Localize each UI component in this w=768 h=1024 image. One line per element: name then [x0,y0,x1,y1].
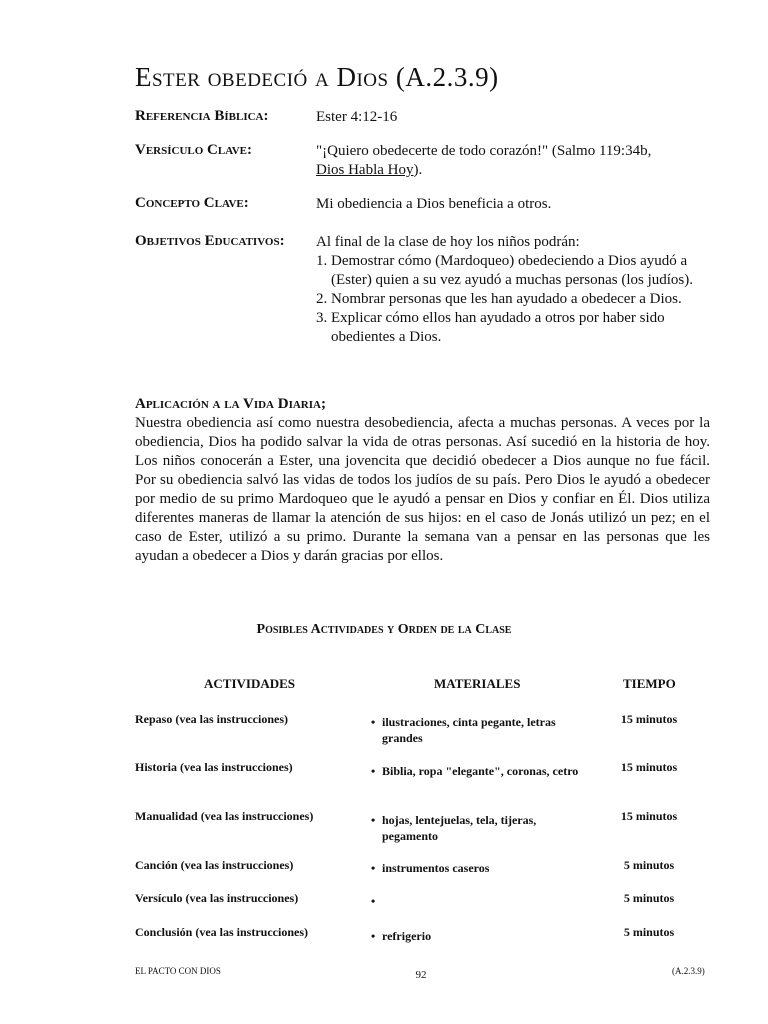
list-number: 1. [316,253,328,269]
materials-text: instrumentos caseros [382,861,490,875]
row-materials [371,860,582,876]
header-tiempo: TIEMPO [623,676,676,691]
list-item [316,309,711,347]
versiculo-label: Versículo Clave: [135,142,253,158]
versiculo-value [316,142,711,180]
row-time: 15 minutos [620,809,678,823]
row-time: 15 minutos [620,712,678,726]
row-time: 5 minutos [623,858,675,872]
list-text: Demostrar cómo (Mardoqueo) obedeciendo a Dios ayudó a (Ester) quien a su vez ayudó a muchas personas (los judíos). [331,253,693,288]
objetivos-value [316,233,711,347]
referencia-label: Referencia Bíblica: [135,108,269,124]
row-time: 15 minutos [620,760,678,774]
bullet: • [371,715,376,729]
objetivos-list [316,252,711,347]
materials-text: refrigerio [382,929,432,943]
row-materials [371,763,582,779]
concepto-value: Mi obediencia a Dios beneficia a otros. [316,196,552,212]
versiculo-end: ). [413,162,423,178]
page-number: 92 [415,969,427,981]
referencia-value: Ester 4:12-16 [316,109,398,125]
versiculo-version: Dios Habla Hoy [316,162,414,178]
objetivos-intro: Al final de la clase de hoy los niños podrán: [316,234,580,250]
row-activity: Manualidad (vea las instrucciones) [135,809,314,823]
concepto-label: Concepto Clave: [135,195,249,211]
bullet: • [371,813,376,827]
aplicacion-heading: Aplicación a la Vida Diaria; [135,396,326,412]
aplicacion-body: Nuestra obediencia así como nuestra desobediencia, afecta a muchas personas. A veces por la obediencia, Dios ha podido salvar la vida de otras personas. Así sucedió en la historia de hoy. Los niños conocerán a Ester, una jovencita que decidió obedecer a Dios aunque no fue fácil. Por su obediencia salvó las vidas de todos los judíos de su país. Pero Dios le ayudó a obedecer por medio de su primo Mardoqueo que le ayudó a pensar en Dios y confiar en Él. Dios utiliza diferentes maneras de llamar la atención de sus hijos: en el caso de Jonás utilizó un pez; en el caso de Ester, utilizó a su primo. Durante la semana van a pensar en las personas que les ayudan a obedecer a Dios y darán gracias por ellos. [135,415,710,564]
bullet: • [371,861,376,875]
row-materials [371,812,582,844]
page-title: Ester obedeció a Dios (A.2.3.9) [135,62,499,92]
row-activity: Conclusión (vea las instrucciones) [135,925,309,939]
row-time: 5 minutos [623,925,675,939]
row-time: 5 minutos [623,891,675,905]
row-activity: Repaso (vea las instrucciones) [135,712,288,726]
row-materials [371,714,582,746]
bullet: • [371,764,376,778]
materials-text: ilustraciones, cinta pegante, letras grandes [382,715,556,745]
list-text: Explicar cómo ellos han ayudado a otros por haber sido obedientes a Dios. [331,310,665,345]
objetivos-label: Objetivos Educativos: [135,233,285,249]
bullet: • [371,894,376,908]
list-text: Nombrar personas que les han ayudado a obedecer a Dios. [331,291,682,307]
footer-right: (A.2.3.9) [672,966,705,976]
list-number: 3. [316,310,328,326]
header-actividades: ACTIVIDADES [204,676,296,691]
list-item [316,290,711,309]
row-activity: Canción (vea las instrucciones) [135,858,294,872]
list-number: 2. [316,291,328,307]
actividades-title: Posibles Actividades y Orden de la Clase [256,622,512,637]
versiculo-text: "¡Quiero obedecerte de todo corazón!" (Salmo 119:34b, [316,143,652,159]
row-activity: Historia (vea las instrucciones) [135,760,293,774]
materials-text: hojas, lentejuelas, tela, tijeras, pegamento [382,813,537,843]
header-materiales: MATERIALES [434,676,521,691]
footer-left: EL PACTO CON DIOS [135,966,221,976]
materials-text: Biblia, ropa "elegante", coronas, cetro [382,764,579,778]
list-item [316,252,711,290]
row-materials [371,928,582,944]
row-activity: Versículo (vea las instrucciones) [135,891,299,905]
bullet: • [371,929,376,943]
